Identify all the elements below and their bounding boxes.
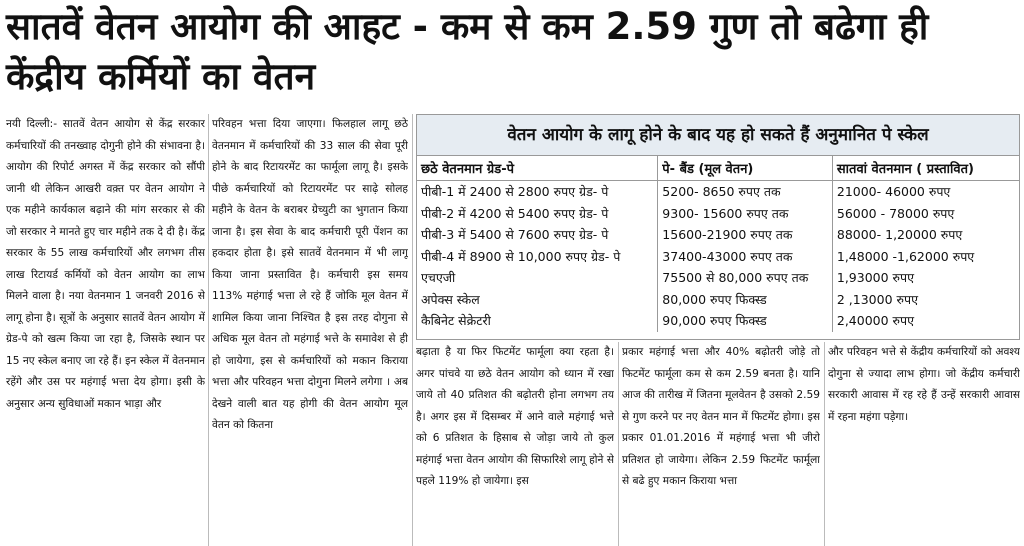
article-column-5: और परिवहन भत्ते से केंद्रीय कर्मचारियों को अवश्य दोगुना से ज्यादा लाभ होगा। जो केंद्रीय कर्मचारी सरकारी आवास में रह रहे हैं उन्हें सरकारी आवास में रहना महंगा पड़ेगा। bbox=[828, 346, 1020, 423]
article-column-2: परिवहन भत्ता दिया जाएगा। फिलहाल लागू छठे वेतनमान में कर्मचारियों की 33 साल की सेवा पूरी होने के बाद रिटायरमेंट का फार्मूला लागू है। इसके पीछे कर्मचारियों को रिटायरमेंट पर साढ़े सोलह महीने के वेतन के बराबर ग्रेच्युटी का भुगतान किया जाना है। इस सेवा के बाद कर्मचारी पूरी पेंशन का हकदार होता है। इसे सातवें वेतनमान में भी लागू किया जाना प्रस्तावित है। कर्मचारी इस समय 113% महंगाई भत्ता ले रहे हैं जोकि मूल वेतन में शामिल किया जाना निश्चित है इस तरह दोगुना से अधिक मूल वेतन तो महंगाई भत्ते के समावेश से ही हो जायेगा, इस से कर्मचारियों को मकान किराया भत्ता और परिवहन भत्ता दोगुना मिलने लगेगा । अब देखने वाली बात यह होगी की वेतन आयोग मूल वेतन को कितना bbox=[212, 118, 408, 431]
table-cell: 9300- 15600 रुपए तक bbox=[658, 203, 833, 225]
table-cell: अपेक्स स्केल bbox=[421, 291, 480, 307]
table-row bbox=[417, 246, 1019, 268]
table-cell: 80,000 रुपए फिक्स्ड bbox=[658, 289, 833, 311]
table-cell: 56000 - 78000 रुपए bbox=[832, 203, 1019, 225]
table-row bbox=[417, 289, 1019, 311]
table-cell: 1,93000 रुपए bbox=[832, 267, 1019, 289]
table-cell: 15600-21900 रुपए तक bbox=[658, 224, 833, 246]
table-cell: पीबी-4 में 8900 से 10,000 रुपए ग्रेड- पे bbox=[421, 248, 621, 264]
table-cell: एचएजी bbox=[421, 270, 456, 286]
table-cell: कैबिनेट सेक्रेटरी bbox=[421, 313, 491, 329]
table-row bbox=[417, 181, 1019, 203]
table-header-row bbox=[417, 156, 1019, 181]
column-divider bbox=[412, 114, 413, 546]
pay-scale-table bbox=[417, 156, 1019, 332]
table-cell: पीबी-1 में 2400 से 2800 रुपए ग्रेड- पे bbox=[421, 184, 609, 200]
table-cell: 21000- 46000 रुपए bbox=[832, 181, 1019, 203]
article-column-4: प्रकार महंगाई भत्ता और 40% बढ़ोतरी जोड़े तो फिटमेंट फार्मूला कम से कम 2.59 बनता है। यानि आज की तारीख में जितना मूलवेतन है उसको 2.59 से गुण करने पर नए वेतन मान में फिटमेंट होगा। इस प्रकार 01.01.2016 में महंगाई भत्ता भी जीरो प्रतिशत हो जायेगा। लेकिन 2.59 फिटमेंट फार्मूला से बढे हुए मकान किराया भत्ता bbox=[622, 346, 820, 487]
pay-scale-table-box bbox=[416, 114, 1020, 340]
table-cell: 5200- 8650 रुपए तक bbox=[658, 181, 833, 203]
headline: सातवें वेतन आयोग की आहट - कम से कम 2.59 गुण तो बढेगा ही केंद्रीय कर्मियों का वेतन bbox=[6, 5, 929, 98]
column-header: छठे वेतनमान ग्रेड-पे bbox=[417, 156, 658, 181]
table-cell: 88000- 1,20000 रुपए bbox=[832, 224, 1019, 246]
table-cell: पीबी-3 में 5400 से 7600 रुपए ग्रेड- पे bbox=[421, 227, 609, 243]
article-column-3: बढ़ाता है या फिर फिटमेंट फार्मूला क्या रहता है। अगर पांचवे या छठे वेतन आयोग को ध्यान में रखा जाये तो 40 प्रतिशत की बढ़ोतरी होना लगभग तय है। अगर इस में दिसम्बर में आने वाले महंगाई भत्ते को 6 प्रतिशत के हिसाब से जोड़ा जाये तो कुल महंगाई भत्ता वेतन आयोग की सिफारिशे लागू होने से पहले 119% हो जायेगा। इस bbox=[416, 346, 614, 487]
article-column-1: नयी दिल्ली:- सातवें वेतन आयोग से केंद्र सरकार कर्मचारियों की तनख्वाह दोगुनी होने की संभावना है। आयोग की रिपोर्ट अगस्त में केंद्र सरकार को सौंपी जानी थी लेकिन आखरी वक़्त पर वेतन आयोग ने एक महीने कार्यकाल बढ़ाने की मांग सरकार से की जो सरकार ने मानते हुए चार महीने तक दे दी है। केंद्र सरकार के 55 लाख कर्मचारियों और लगभग तीस लाख रिटायर्ड कर्मियों को वेतन आयोग का लाभ मिलने वाला है। नया वेतनमान 1 जनवरी 2016 से लागू होना है। सूत्रों के अनुसार सातवें वेतन आयोग में ग्रेड-पे को खत्म किया जा रहा है, जिसके स्थान पर 15 नए स्केल बनाए जा रहे हैं। इन स्केल में वेतनमान रहेंगे और उस पर महंगाई भत्ता देय होगा। इसी के अनुसार अन्य सुविधाओं मकान भाड़ा और bbox=[6, 118, 205, 410]
table-cell: पीबी-2 में 4200 से 5400 रुपए ग्रेड- पे bbox=[421, 205, 609, 221]
column-divider bbox=[824, 342, 825, 546]
table-row bbox=[417, 224, 1019, 246]
table-row bbox=[417, 267, 1019, 289]
column-divider bbox=[208, 114, 209, 546]
column-header: सातवां वेतनमान ( प्रस्तावित) bbox=[832, 156, 1019, 181]
table-cell: 2,40000 रुपए bbox=[832, 310, 1019, 332]
column-divider bbox=[618, 342, 619, 546]
table-cell: 90,000 रुपए फिक्स्ड bbox=[658, 310, 833, 332]
table-cell: 2 ,13000 रुपए bbox=[832, 289, 1019, 311]
table-cell: 37400-43000 रुपए तक bbox=[658, 246, 833, 268]
pay-scale-table-title: वेतन आयोग के लागू होने के बाद यह हो सकते हैं अनुमानित पे स्केल bbox=[417, 115, 1019, 156]
table-row bbox=[417, 310, 1019, 332]
table-row bbox=[417, 203, 1019, 225]
table-cell: 75500 से 80,000 रुपए तक bbox=[658, 267, 833, 289]
column-header: पे- बैंड (मूल वेतन) bbox=[658, 156, 833, 181]
table-cell: 1,48000 -1,62000 रुपए bbox=[832, 246, 1019, 268]
